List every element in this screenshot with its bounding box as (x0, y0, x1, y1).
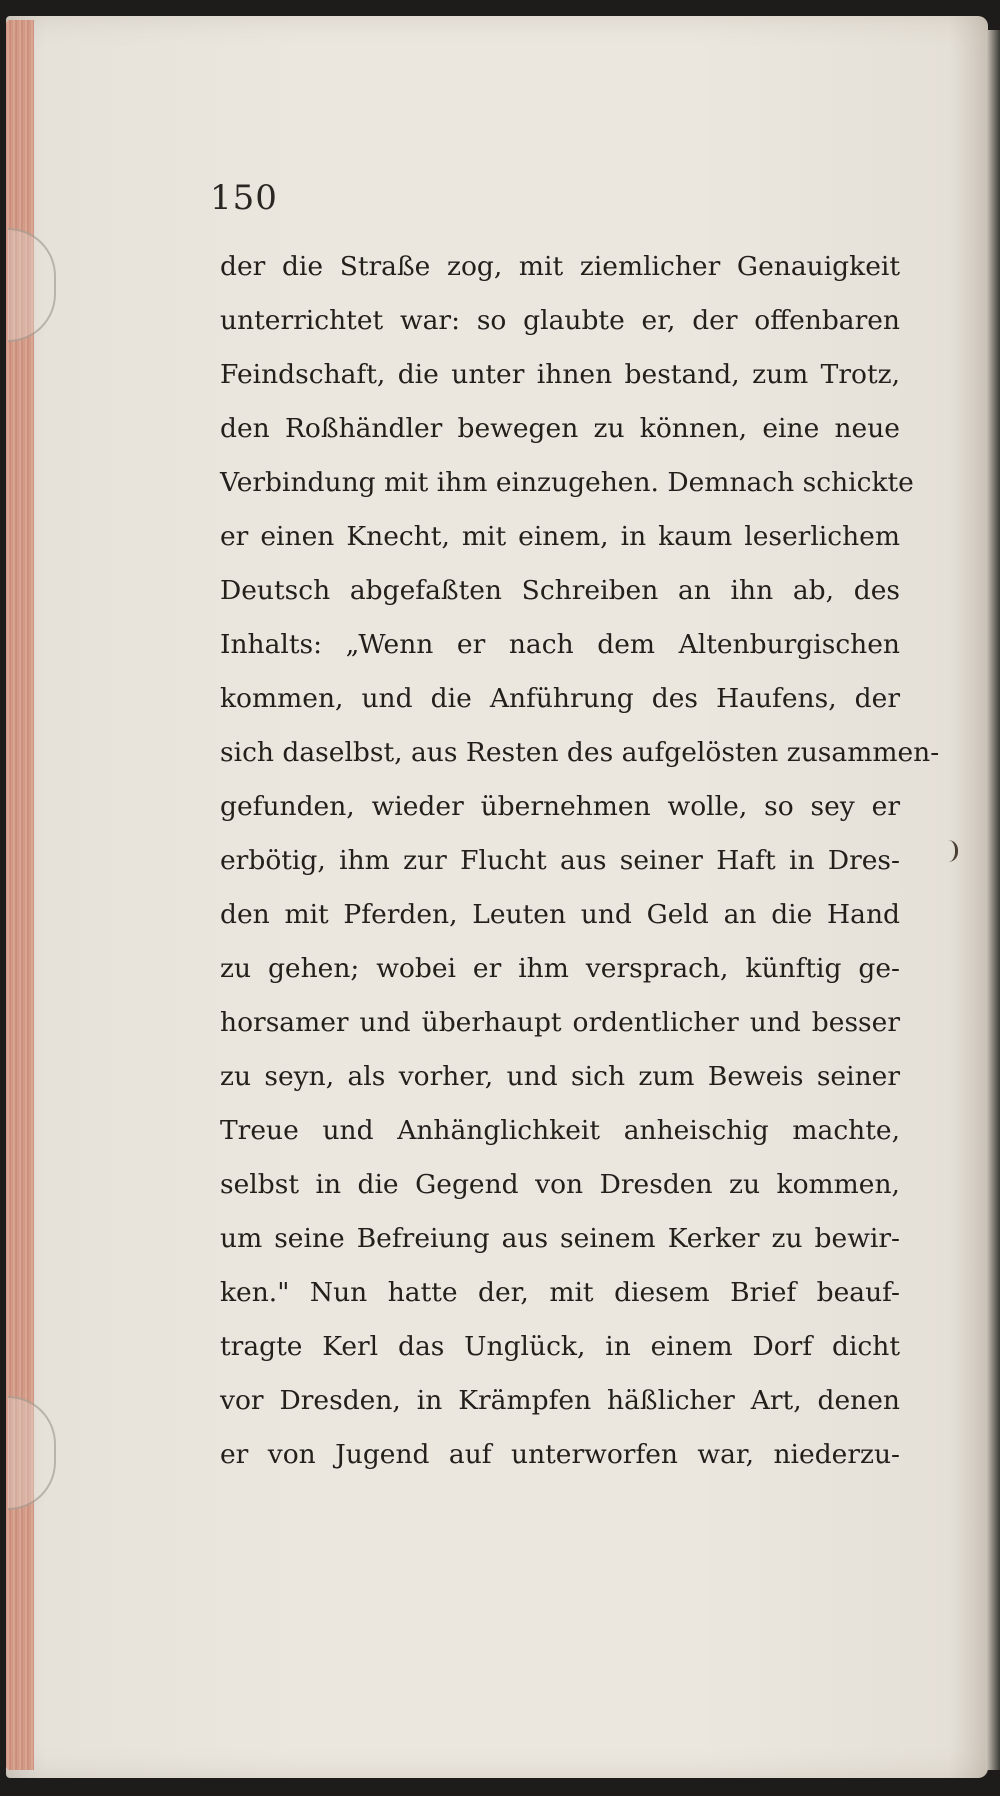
text-line: vor Dresden, in Krämpfen häßlicher Art, denen (220, 1385, 900, 1416)
text-line: erbötig, ihm zur Flucht aus seiner Haft in Dres- (220, 845, 900, 876)
text-line: kommen, und die Anführung des Haufens, der (220, 683, 900, 714)
text-line: Feindschaft, die unter ihnen bestand, zum Trotz, (220, 359, 900, 390)
text-line: er von Jugend auf unterworfen war, niederzu- (220, 1439, 900, 1470)
page-number: 150 (210, 178, 278, 218)
text-line: Treue und Anhänglichkeit anheischig machte, (220, 1115, 900, 1146)
text-line: er einen Knecht, mit einem, in kaum leserlichem (220, 521, 900, 552)
text-line: zu gehen; wobei er ihm versprach, künftig ge- (220, 953, 900, 984)
text-line: Deutsch abgefaßten Schreiben an ihn ab, des (220, 575, 900, 606)
text-line: den mit Pferden, Leuten und Geld an die Hand (220, 899, 900, 930)
text-line: Verbindung mit ihm einzugehen. Demnach schickte (220, 467, 914, 498)
text-line: zu seyn, als vorher, und sich zum Beweis seiner (220, 1061, 900, 1092)
text-line: selbst in die Gegend von Dresden zu kommen, (220, 1169, 900, 1200)
page-edge-right (986, 30, 1000, 1770)
body-text (220, 240, 940, 1482)
text-line: der die Straße zog, mit ziemlicher Genauigkeit (220, 251, 900, 282)
text-line: ken." Nun hatte der, mit diesem Brief beauf- (220, 1277, 900, 1308)
text-line: unterrichtet war: so glaubte er, der offenbaren (220, 305, 900, 336)
text-line: Inhalts: „Wenn er nach dem Altenburgischen (220, 629, 900, 660)
text-line: horsamer und überhaupt ordentlicher und besser (220, 1007, 900, 1038)
text-line: den Roßhändler bewegen zu können, eine neue (220, 413, 900, 444)
text-line: gefunden, wieder übernehmen wolle, so sey er (220, 791, 900, 822)
text-line: sich daselbst, aus Resten des aufgelösten zusammen- (220, 737, 940, 768)
text-line: um seine Befreiung aus seinem Kerker zu bewir- (220, 1223, 900, 1254)
text-line: tragte Kerl das Unglück, in einem Dorf dicht (220, 1331, 900, 1362)
